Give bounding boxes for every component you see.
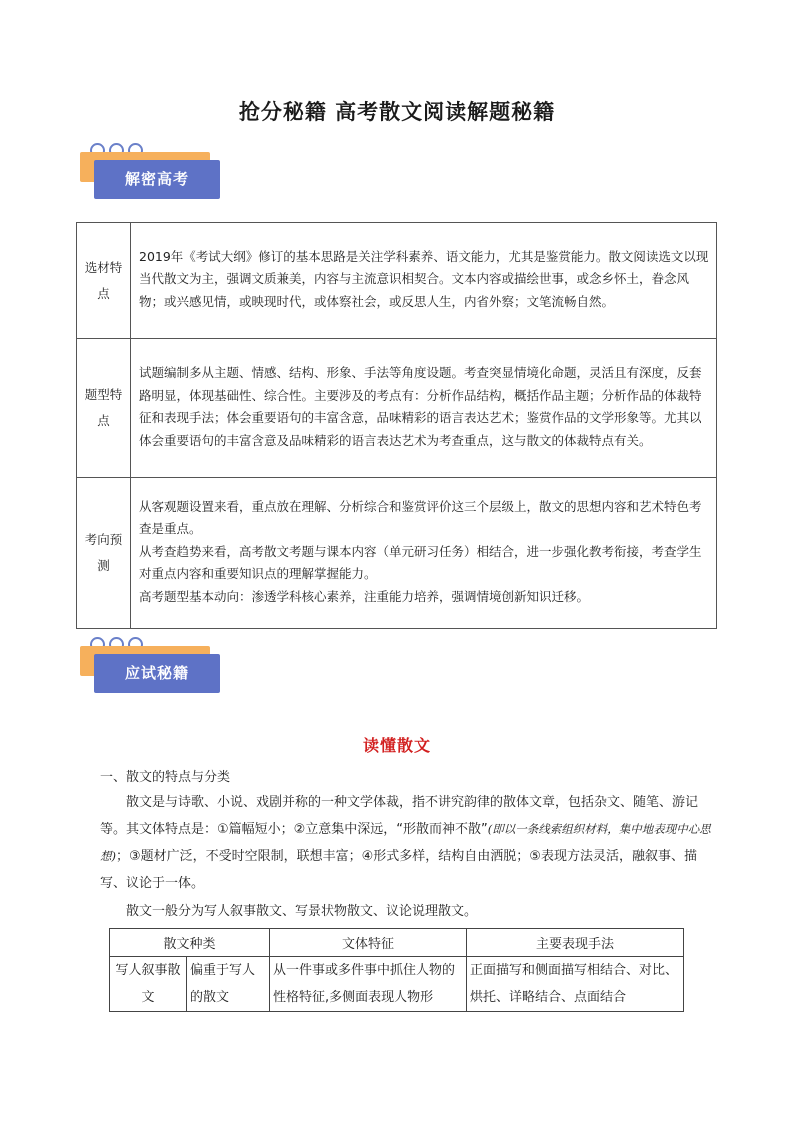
- essay-types-table: [109, 928, 684, 1012]
- paragraph-text: ；③题材广泛，不受时空限制，联想丰富；④形式多样，结构自由洒脱；⑤表现方法灵活，融叙事、描写、议论于一体。: [100, 849, 697, 891]
- page-title: 抢分秘籍 高考散文阅读解题秘籍: [238, 100, 556, 124]
- row-text: 从客观题设置来看，重点放在理解、分析综合和鉴赏评价这三个层级上，散文的思想内容和艺术特色考查是重点。: [139, 498, 702, 537]
- row-label: 选材特点: [77, 223, 131, 339]
- badge-label: 应试秘籍: [94, 654, 220, 693]
- paragraph: [100, 789, 720, 897]
- section-heading: 一、散文的特点与分类: [100, 770, 231, 785]
- paragraph-note: (即以一条线索组织材料，集中地表现中心思想): [100, 822, 711, 863]
- exam-info-table: [76, 222, 717, 629]
- table-cell: 从一件事或多件事中抓住人物的性格特征,多侧面表现人物形: [270, 957, 467, 1012]
- table-row: [77, 223, 717, 339]
- table-header-row: [110, 929, 684, 957]
- paragraph: [100, 898, 720, 925]
- row-text: 高考题型基本动向：渗透学科核心素养，注重能力培养，强调情境创新知识迁移。: [139, 588, 590, 604]
- row-label: 考向预测: [77, 478, 131, 629]
- section-badge-tips: [80, 637, 220, 695]
- section-badge-decode: [80, 143, 220, 201]
- row-label: 题型特点: [77, 339, 131, 478]
- table-row: [110, 957, 684, 1012]
- section-title: 读懂散文: [362, 736, 431, 755]
- table-row: [77, 478, 717, 629]
- table-row: [77, 339, 717, 478]
- row-text: 2019年《考试大纲》修订的基本思路是关注学科素养、语文能力，尤其是鉴赏能力。散文阅读选文以现当代散文为主，强调文质兼美，内容与主流意识相契合。文本内容或描绘世事，或念乡怀土，眷念风物；或兴感见情，或映现时代，或体察社会，或反思人生，内省外察；文笔流畅自然。: [139, 248, 709, 309]
- table-cell: 偏重于写人的散文: [187, 957, 270, 1012]
- paragraph-text: 散文是与诗歌、小说、戏剧并称的一种文学体裁，指不讲究韵律的散体文章，包括杂文、随笔、游记等。其文体特点是：①篇幅短小；②立意集中深远，“形散而神不散”: [100, 795, 699, 837]
- table-cell: 正面描写和侧面描写相结合、对比、烘托、详略结合、点面结合: [467, 957, 684, 1012]
- row-text: 从考查趋势来看，高考散文考题与课本内容（单元研习任务）相结合，进一步强化教考衔接，考查学生对重点内容和重要知识点的理解掌握能力。: [139, 543, 702, 582]
- row-text: 试题编制多从主题、情感、结构、形象、手法等角度设题。考查突显情境化命题，灵活且有深度，反套路明显，体现基础性、综合性。主要涉及的考点有：分析作品结构，概括作品主题；分析作品的体裁特征和表现手法；体会重要语句的丰富含意，品味精彩的语言表达艺术；鉴赏作品的文学形象等。尤其以体会重要语句的丰富含意及品味精彩的语言表达艺术为考查重点，这与散文的体裁特点有关。: [139, 365, 702, 448]
- column-header: 散文种类: [110, 929, 270, 957]
- badge-label: 解密高考: [94, 160, 220, 199]
- paragraph-text: 散文一般分为写人叙事散文、写景状物散文、议论说理散文。: [126, 904, 478, 919]
- column-header: 文体特征: [270, 929, 467, 957]
- table-cell: 写人叙事散文: [110, 957, 187, 1012]
- column-header: 主要表现手法: [467, 929, 684, 957]
